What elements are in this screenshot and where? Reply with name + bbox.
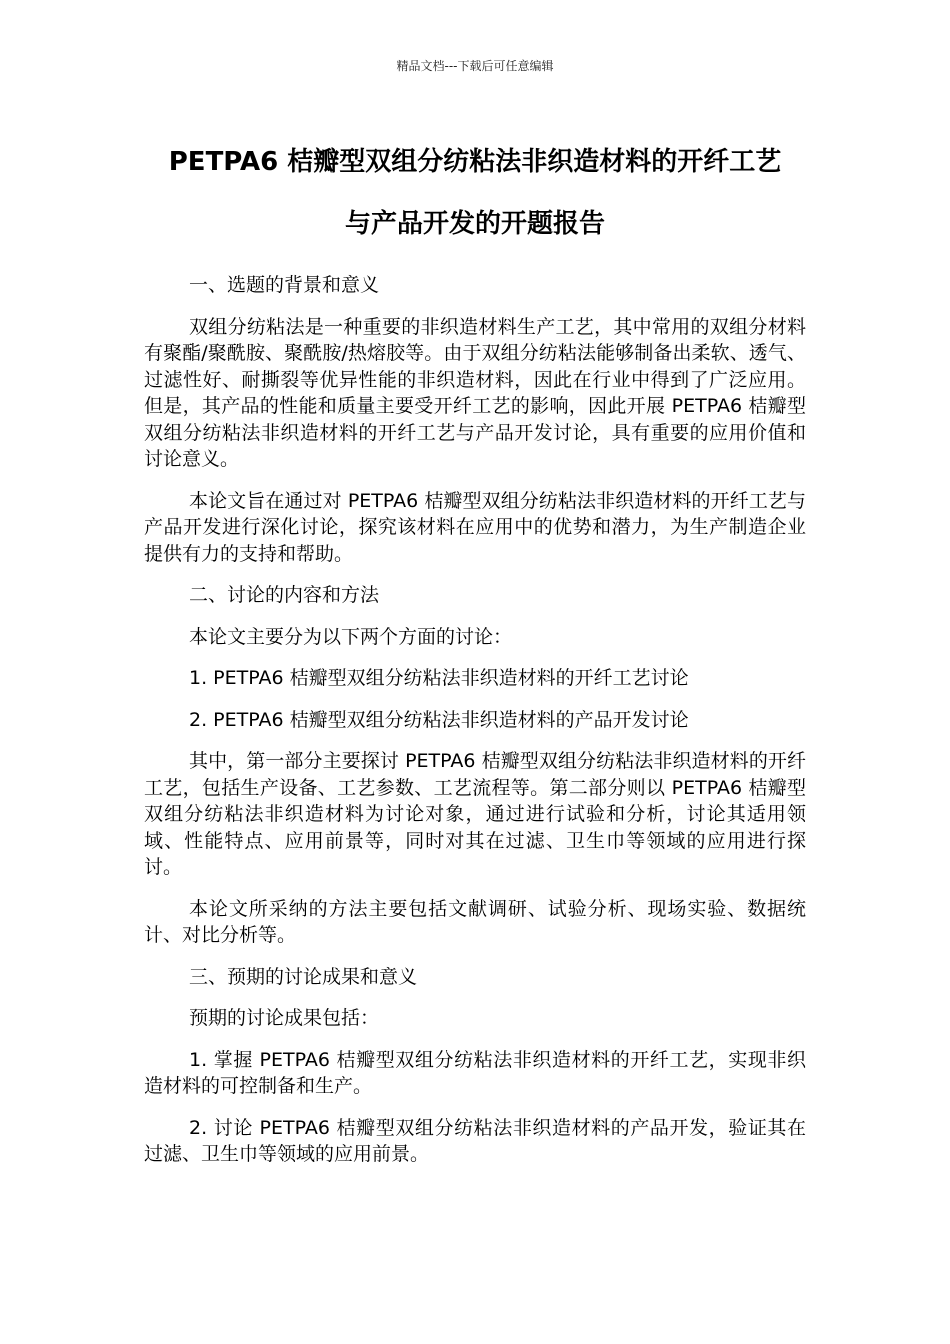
- title-line-2: 与产品开发的开题报告: [344, 209, 605, 239]
- section-heading-background: 一、选题的背景和意义: [189, 274, 380, 296]
- paragraph-intro-results: 预期的讨论成果包括：: [189, 1007, 380, 1029]
- title-line-1: PETPA6 桔瓣型双组分纺粘法非织造材料的开纤工艺: [168, 147, 782, 177]
- header-note: 精品文档---下载后可任意编辑: [396, 59, 554, 73]
- document-body: [144, 272, 806, 1183]
- paragraph-content-detail: 其中，第一部分主要探讨 PETPA6 桔瓣型双组分纺粘法非织造材料的开纤工艺，包括生产设备、工艺参数、工艺流程等。第二部分则以 PETPA6 桔瓣型双组分纺粘法非织造材料为讨论对象，通过进行试验和分析，讨论其适用领域、性能特点、应用前景等，同时对其在过滤、卫生巾等领域的应用进行探讨。: [144, 750, 806, 878]
- section-heading-results: 三、预期的讨论成果和意义: [189, 965, 418, 988]
- section-heading-content: 二、讨论的内容和方法: [189, 584, 380, 606]
- document-title: [100, 131, 850, 255]
- paragraph-purpose: 本论文旨在通过对 PETPA6 桔瓣型双组分纺粘法非织造材料的开纤工艺与产品开发进行深化讨论，探究该材料在应用中的优势和潜力，为生产制造企业提供有力的支持和帮助。: [144, 489, 806, 565]
- paragraph-methods: 本论文所采纳的方法主要包括文献调研、试验分析、现场实验、数据统计、对比分析等。: [144, 897, 806, 946]
- paragraph-background: 双组分纺粘法是一种重要的非织造材料生产工艺，其中常用的双组分材料有聚酯/聚酰胺、聚酰胺/热熔胶等。由于双组分纺粘法能够制备出柔软、透气、过滤性好、耐撕裂等优异性能的非织造材料，因此在行业中得到了广泛应用。但是，其产品的性能和质量主要受开纤工艺的影响，因此开展 PETPA6 桔瓣型双组分纺粘法非织造材料的开纤工艺与产品开发讨论，具有重要的应用价值和讨论意义。: [144, 315, 806, 470]
- paragraph-intro-content: 本论文主要分为以下两个方面的讨论：: [189, 625, 513, 648]
- list-item-result-1: 1. 掌握 PETPA6 桔瓣型双组分纺粘法非织造材料的开纤工艺，实现非织造材料的可控制备和生产。: [144, 1048, 806, 1097]
- list-item-content-1: 1. PETPA6 桔瓣型双组分纺粘法非织造材料的开纤工艺讨论: [189, 667, 689, 689]
- list-item-content-2: 2. PETPA6 桔瓣型双组分纺粘法非织造材料的产品开发讨论: [189, 708, 689, 731]
- list-item-result-2: 2. 讨论 PETPA6 桔瓣型双组分纺粘法非织造材料的产品开发，验证其在过滤、卫生巾等领域的应用前景。: [144, 1116, 806, 1165]
